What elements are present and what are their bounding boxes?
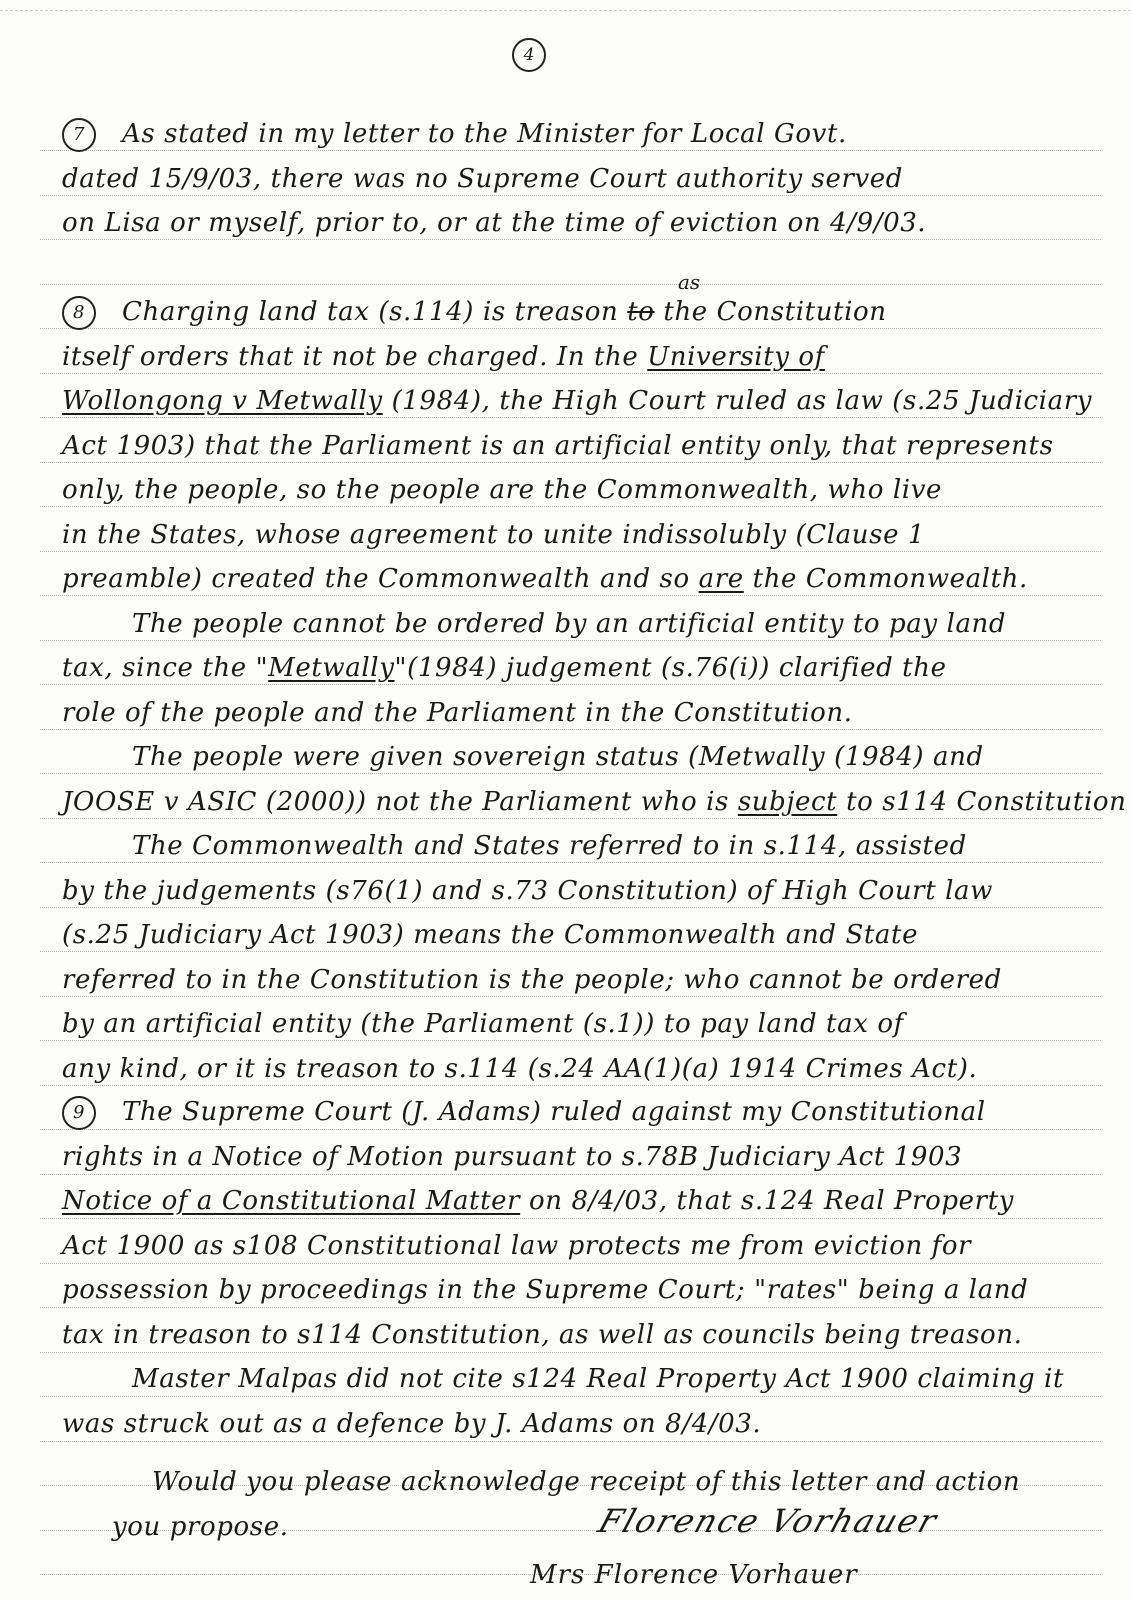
paragraph-7 bbox=[62, 112, 1092, 246]
text-line: Act 1903) that the Parliament is an artificial entity only, that represents bbox=[62, 430, 1054, 461]
text-line: on Lisa or myself, prior to, or at the time of eviction on 4/9/03. bbox=[62, 208, 927, 238]
top-rule bbox=[0, 10, 1131, 11]
text-line: rights in a Notice of Motion pursuant to s.78B Judiciary Act 1903 bbox=[62, 1141, 963, 1172]
text-fragment: preamble) created the Commonwealth and so bbox=[62, 564, 690, 594]
text-line: by the judgements (s76(1) and s.73 Constitution) of High Court law bbox=[62, 875, 993, 906]
text-line: dated 15/9/03, there was no Supreme Court authority served bbox=[62, 163, 904, 194]
text-fragment: itself orders that it not be charged. In the bbox=[62, 341, 639, 372]
struck-word: to bbox=[627, 297, 655, 327]
handwritten-signature: Florence Vorhauer bbox=[593, 1502, 944, 1540]
case-name: Wollongong v Metwally bbox=[62, 386, 383, 416]
inserted-word: as bbox=[678, 270, 701, 294]
text-line: The people cannot be ordered by an artificial entity to pay land bbox=[132, 608, 1007, 639]
page-number: 4 bbox=[512, 38, 546, 72]
paragraph-number: 7 bbox=[62, 118, 96, 152]
text-line: any kind, or it is treason to s.114 (s.24 AA(1)(a) 1914 Crimes Act). bbox=[62, 1053, 978, 1084]
text-fragment: to s114 Constitution bbox=[846, 786, 1127, 817]
text-line: referred to in the Constitution is the people; who cannot be ordered bbox=[62, 964, 1002, 995]
text-fragment: Charging land tax (s.114) is treason bbox=[122, 297, 619, 327]
text-line: possession by proceedings in the Supreme Court; "rates" being a land bbox=[62, 1275, 1029, 1305]
text-fragment: the Commonwealth. bbox=[752, 564, 1028, 594]
text-line: Act 1900 as s108 Constitutional law protects me from eviction for bbox=[62, 1230, 972, 1261]
text-fragment: JOOSE v ASIC (2000)) not the Parliament who is bbox=[62, 786, 729, 817]
text-fragment: the Constitution bbox=[663, 297, 887, 327]
notice-title: Notice of a Constitutional Matter bbox=[62, 1186, 521, 1216]
paragraph-number: 9 bbox=[62, 1096, 96, 1130]
text-line: (s.25 Judiciary Act 1903) means the Commonwealth and State bbox=[62, 920, 919, 950]
paragraph-8 bbox=[62, 290, 1127, 1091]
text-line: As stated in my letter to the Minister for Local Govt. bbox=[122, 119, 847, 149]
text-fragment: "(1984) judgement (s.76(i)) clarified the bbox=[394, 653, 947, 683]
text-line: only, the people, so the people are the Commonwealth, who live bbox=[62, 475, 942, 505]
ruled-line bbox=[40, 284, 1101, 285]
case-name: Metwally bbox=[268, 653, 395, 683]
text-line: The people were given sovereign status (Metwally (1984) and bbox=[132, 742, 984, 772]
text-fragment: on 8/4/03, that s.124 Real Property bbox=[529, 1186, 1015, 1216]
text-line: Master Malpas did not cite s124 Real Property Act 1900 claiming it bbox=[132, 1364, 1065, 1394]
emphasis: subject bbox=[737, 786, 838, 817]
text-line: by an artificial entity (the Parliament (s.1)) to pay land tax of bbox=[62, 1009, 904, 1039]
text-line: was struck out as a defence by J. Adams on 8/4/03. bbox=[62, 1408, 762, 1439]
signatory-name: Mrs Florence Vorhauer bbox=[530, 1560, 858, 1590]
closing-line: Would you please acknowledge receipt of this letter and action bbox=[152, 1467, 1021, 1497]
text-line: in the States, whose agreement to unite indissolubly (Clause 1 bbox=[62, 519, 926, 550]
text-line: role of the people and the Parliament in the Constitution. bbox=[62, 697, 853, 728]
closing-line: you propose. bbox=[112, 1511, 289, 1542]
text-fragment: tax, since the " bbox=[62, 653, 269, 683]
text-line: tax in treason to s114 Constitution, as well as councils being treason. bbox=[62, 1319, 1023, 1350]
emphasis: are bbox=[698, 564, 744, 594]
paragraph-9 bbox=[62, 1090, 1092, 1446]
case-name: University of bbox=[647, 341, 825, 372]
text-fragment: (1984), the High Court ruled as law (s.25 Judiciary bbox=[391, 386, 1093, 416]
text-line: The Commonwealth and States referred to in s.114, assisted bbox=[132, 831, 967, 861]
paragraph-number: 8 bbox=[62, 296, 96, 330]
text-line: The Supreme Court (J. Adams) ruled against my Constitutional bbox=[122, 1097, 986, 1127]
